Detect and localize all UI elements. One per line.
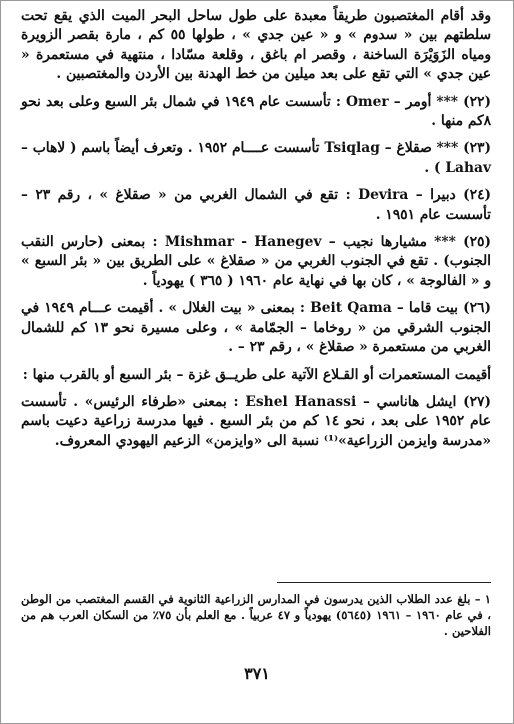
paragraph-entry-26-beit-qama: (٢٦) بيت قاما – Beit Qama : بمعنى « بيت الغلال » . أقيمت عـــام ١٩٤٩ في الجنوب الشرقي من « روخاما – الجمّامة » ، وعلى مسيرة نحو ١٣ كم للشمال الغربي من مستعمرة « صقلاغ » ، رقم ٢٣ – .: [21, 300, 491, 356]
paragraph-entry-27-eshel-hanassi: (٢٧) ايشل هاناسي – Eshel Hanassi : بمعنى «طرفاء الرئيس» . تأسست عام ١٩٥٢ على بعد ، نحو ١٤ كم من بئر السبع . فيها مدرسة زراعية دعيت باسم «مدرسة وايزمن الزراعية»⁽¹⁾ نسبة الى «وايزمن» الزعيم اليهودي المعروف.: [21, 393, 491, 449]
page-number: ٣٧١: [244, 664, 270, 683]
paragraph-entry-25-mishmar-hanegev: (٢٥) *** مشيارها نجيب – Mishmar - Hanegev : بمعنى (حارس النقب الجنوب) . تقع في الجنوب الغربي من « صقلاغ » على الطريق بين « بئر السبع » و « الفالوجة » ، كان بها في نهاية عام ١٩٦٠ ( ٣٦٥ ) يهودياً .: [21, 234, 491, 289]
paragraph-dead-sea-road: وقد أقام المغتصبون طريقاً معبدة على طول ساحل البحر الميت الذي يقع تحت سلطتهم بين « سدوم » و « عين جدي » ، طولها ٥٥ كم ، مارة بقصر الزويرة ومياه الزَوَيْرَة الساخنة ، وقصر ام باغق ، وقلعة مسّادا ، منتهية في مستعمرة « عين جدي » التي تقع على بعد ميلين من خط الهدنة بين الأردن والمغتصبين .: [21, 8, 491, 83]
footnote-divider: [277, 582, 491, 583]
paragraph-entry-23-tsiqlag: (٢٣) *** صقلاغ – Tsiqlag تأسست عــــام ١٩٥٢ . وتعرف أيضاً باسم ( لاهاب – Lahav ) .: [21, 140, 491, 176]
footnote: ١ – بلغ عدد الطلاب الذين يدرسون في المدارس الزراعية الثانوية في القسم المغتصب من الوطن ، في عام ١٩٦٠ – ١٩٦١ (٥٦٤٥) يهودياً و ٤٧ عربياً . مع العلم بأن ٧٥٪ من السكان العرب هم من الفلاحين .: [21, 592, 492, 638]
main-text: [21, 7, 491, 451]
paragraph-entry-24-devira: (٢٤) دبيرا – Devira : تقع في الشمال الغربي من « صقلاغ » ، رقم ٢٣ – تأسست عام ١٩٥١ .: [21, 187, 492, 223]
paragraph-gaza-road-intro: أقيمت المستعمرات أو القـلاع الآتية على طريــق غزة – بئر السبع أو بالقرب منها :: [22, 366, 491, 383]
paragraph-entry-22-omer: (٢٢) *** أومر – Omer : تأسست عام ١٩٤٩ في شمال بئر السبع وعلى بعد نحو ٨كم منها .: [21, 93, 491, 130]
